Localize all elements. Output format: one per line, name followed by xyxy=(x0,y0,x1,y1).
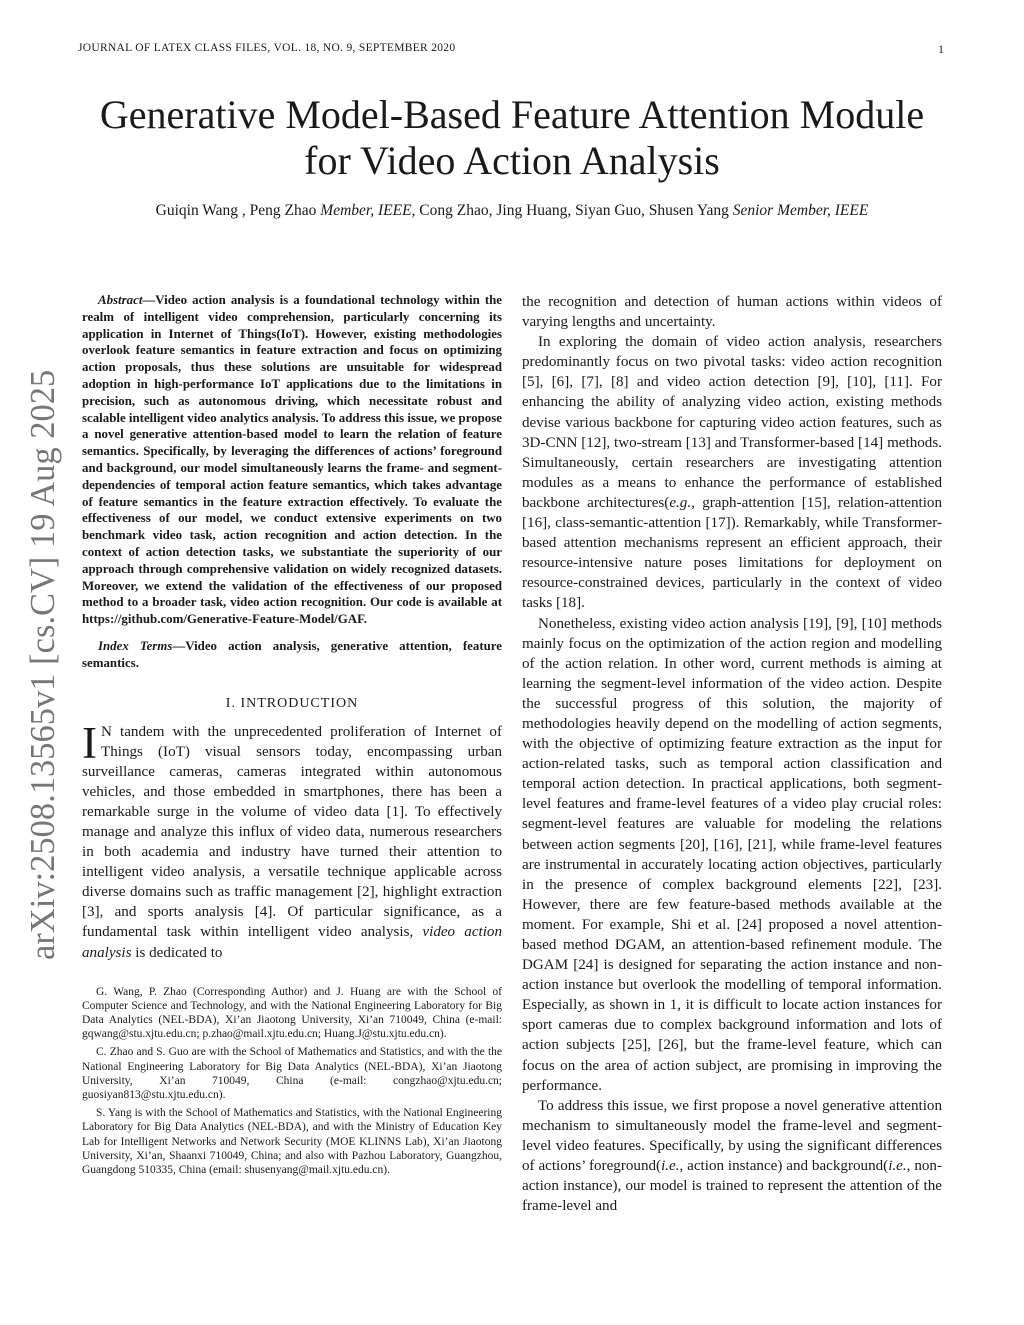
title-line-1: Generative Model-Based Feature Attention Module xyxy=(99,92,925,137)
intro-p4-ie-2: i.e. xyxy=(888,1158,907,1175)
footnote-1: G. Wang, P. Zhao (Corresponding Author) and J. Huang are with the School of Computer Science and Technology, and with the National Engineering Laboratory for Big Data Analytics (NEL-BDA), Xi’an Jiaotong University, Xi’an 710049, China (e-mail: gqwang@stu.xjtu.edu.cn; p.zhao@mail.xjtu.edu.cn; Huang.J@stu.xjtu.edu.cn). xyxy=(82,985,502,1041)
page-number: 1 xyxy=(938,42,944,56)
intro-p4-text-c: , non-action instance), our model is trained to represent the attention of the frame-level and xyxy=(522,1158,942,1215)
left-column xyxy=(82,292,502,1181)
intro-p1-text: N tandem with the unprecedented proliferation of Internet of Things (IoT) visual sensors today, encompassing urban surveillance cameras, cameras integrated within autonomous vehicles, and those embedded in smartphones, there has been a remarkable surge in the volume of video data [1]. To effectively manage and analyze this influx of video data, numerous researchers in both academia and industry have turned their attention to intelligent video analysis, a versatile technique applicable across diverse domains such as traffic management [2], highlight extraction [3], and sports analysis [4]. Of particular significance, as a fundamental task within intelligent video analysis, xyxy=(82,723,502,941)
paper-title xyxy=(40,92,984,184)
intro-paragraph-3: Nonetheless, existing video action analysis [19], [9], [10] methods mainly focus on the optimization of the action region and modelling of the action relation. In other word, current methods is aiming at learning the segment-level information of the video action. Despite the successful progress of this solution, the majority of methodologies heavily depend on the modelling of action segments, with the objective of optimizing feature extraction as the input for action-related tasks, such as temporal action classification and temporal action detection. In practical applications, both segment-level features and frame-level features of a video play crucial roles: segment-level features are valuable for modeling the relations between action segments [20], [16], [21], while frame-level features are instrumental in accurately locating action objectives, particularly in the presence of complex background elements [22], [23]. However, there are few feature-based methods available at the moment. For example, Shi et al. [24] proposed a novel attention-based method DGAM, an attention-based refinement module. The DGAM [24] is designed for separating the action instance and non-action instance but overlook the modelling of temporal information. Especially, as shown in 1, it is difficult to locate action instances for sport cameras due to complex background information and lots of action subjects [25], [26], but the frame-level feature, which can focus on the area of action subject, are promising in improving the performance. xyxy=(522,615,942,1094)
abstract xyxy=(82,292,502,628)
author-list xyxy=(80,200,944,221)
intro-p2-text-a: In exploring the domain of video action analysis, researchers predominantly focus on two pivotal tasks: video action recognition [5], [6], [7], [8] and video action detection [9], [10], [11]. For enhancing the ability of analyzing video action, existing methods devise various backbone for capturing video action features, such as 3D-CNN [12], two-stream [13] and Transformer-based [14] methods. Simultaneously, certain researchers are investigating attention modules as a means to enhance the performance of established backbone architectures( xyxy=(522,334,942,511)
arxiv-stamp-svg xyxy=(6,368,66,968)
section-heading-introduction: I. INTRODUCTION xyxy=(225,695,359,711)
intro-p2-text-b: , graph-attention [15], relation-attention [16], class-semantic-attention [17]). Remarkably, while Transformer-based attention mechanisms represent an efficient approach, their resource-intensive nature poses limitations for deployment on resource-constrained devices, particularly in the context of video tasks [18]. xyxy=(522,494,942,612)
abstract-label: Abstract xyxy=(98,293,143,307)
abstract-text: —Video action analysis is a foundational technology within the realm of intelligent video comprehension, particularly concerning its application in Internet of Things(IoT). However, existing methodologies overlook feature semantics in feature extraction and focus on optimizing action proposals, thus these solutions are unsuitable for widespread adoption in high-performance IoT applications due to the limitations in precision, such as autonomous driving, which necessitate robust and scalable intelligent video analytics analysis. To address this issue, we propose a novel generative attention-based model to learn the relation of feature semantics. Specifically, by leveraging the differences of actions’ foreground and background, our model simultaneously learns the frame- and segment-dependencies of temporal action feature semantics, which takes advantage of feature semantics in the feature extraction effectively. To evaluate the effectiveness of our model, we conduct extensive experiments on two benchmark video task, action recognition and action detection. In the context of action detection tasks, we substantiate the superiority of our approach through comprehensive validation on widely recognized datasets. Moreover, we extend the validation of the effectiveness of our proposed method to a broader task, video action recognition. Our code is available at https://github.com/Generative-Feature-Model/GAF. xyxy=(82,293,502,627)
running-header: JOURNAL OF LATEX CLASS FILES, VOL. 18, NO. 9, SEPTEMBER 2020 xyxy=(78,42,456,54)
membership-1: Member, IEEE xyxy=(320,202,412,219)
footnote-3: S. Yang is with the School of Mathematics and Statistics, with the National Engineering Laboratory for Big Data Analytics (NEL-BDA), and with the Ministry of Education Key Lab for Intelligent Networks and Network Security (MOE KLINNS Lab), Xi’an Jiaotong University, Xi’an, Shaanxi 710049, China; and also with Pazhou Laboratory, Guangzhou, Guangdong 510335, China (email: shusenyang@mail.xjtu.edu.cn). xyxy=(82,1107,502,1177)
intro-p1-end: is dedicated to xyxy=(131,944,223,961)
intro-paragraph-4 xyxy=(522,1096,942,1217)
title-line-2: for Video Action Analysis xyxy=(304,138,720,183)
drop-cap: I xyxy=(82,717,97,768)
intro-p4-ie-1: i.e. xyxy=(661,1158,680,1175)
intro-p4-text-a: To address this issue, we first propose a novel generative attention mechanism to simultaneously model the frame-level and segment-level video features. Specifically, by using the significant differences of actions’ foreground( xyxy=(522,1097,942,1175)
membership-2: Senior Member, IEEE xyxy=(732,202,869,219)
intro-paragraph-1 xyxy=(82,717,502,963)
intro-paragraph-1-continued: the recognition and detection of human actions within videos of varying lengths and uncertainty. xyxy=(522,294,942,331)
index-terms-text: —Video action analysis, generative attention, feature semantics. xyxy=(82,638,502,670)
intro-p1-emphasis: video action analysis xyxy=(82,924,502,961)
authors-part-1: Guiqin Wang , Peng Zhao xyxy=(155,202,321,219)
intro-p2-eg: e.g. xyxy=(669,494,692,511)
index-terms xyxy=(82,638,502,672)
right-column xyxy=(522,292,942,1216)
index-terms-label: Index Terms xyxy=(98,638,173,653)
intro-p4-text-b: , action instance) and background( xyxy=(679,1158,889,1175)
footnotes xyxy=(82,985,502,1178)
authors-part-2: , Cong Zhao, Jing Huang, Siyan Guo, Shusen Yang xyxy=(411,202,733,219)
arxiv-stamp-text: arXiv:2508.13565v1 [cs.CV] 19 Aug 2025 xyxy=(24,369,62,960)
intro-paragraph-2 xyxy=(522,332,942,613)
arxiv-stamp xyxy=(6,368,66,968)
footnote-2: C. Zhao and S. Guo are with the School of Mathematics and Statistics, and with the the National Engineering Laboratory for Big Data Analytics (NEL-BDA), Xi’an Jiaotong University, Xi’an 710049, China (e-mail: congzhao@xjtu.edu.cn; guosiyan813@stu.xjtu.edu.cn). xyxy=(82,1046,502,1102)
